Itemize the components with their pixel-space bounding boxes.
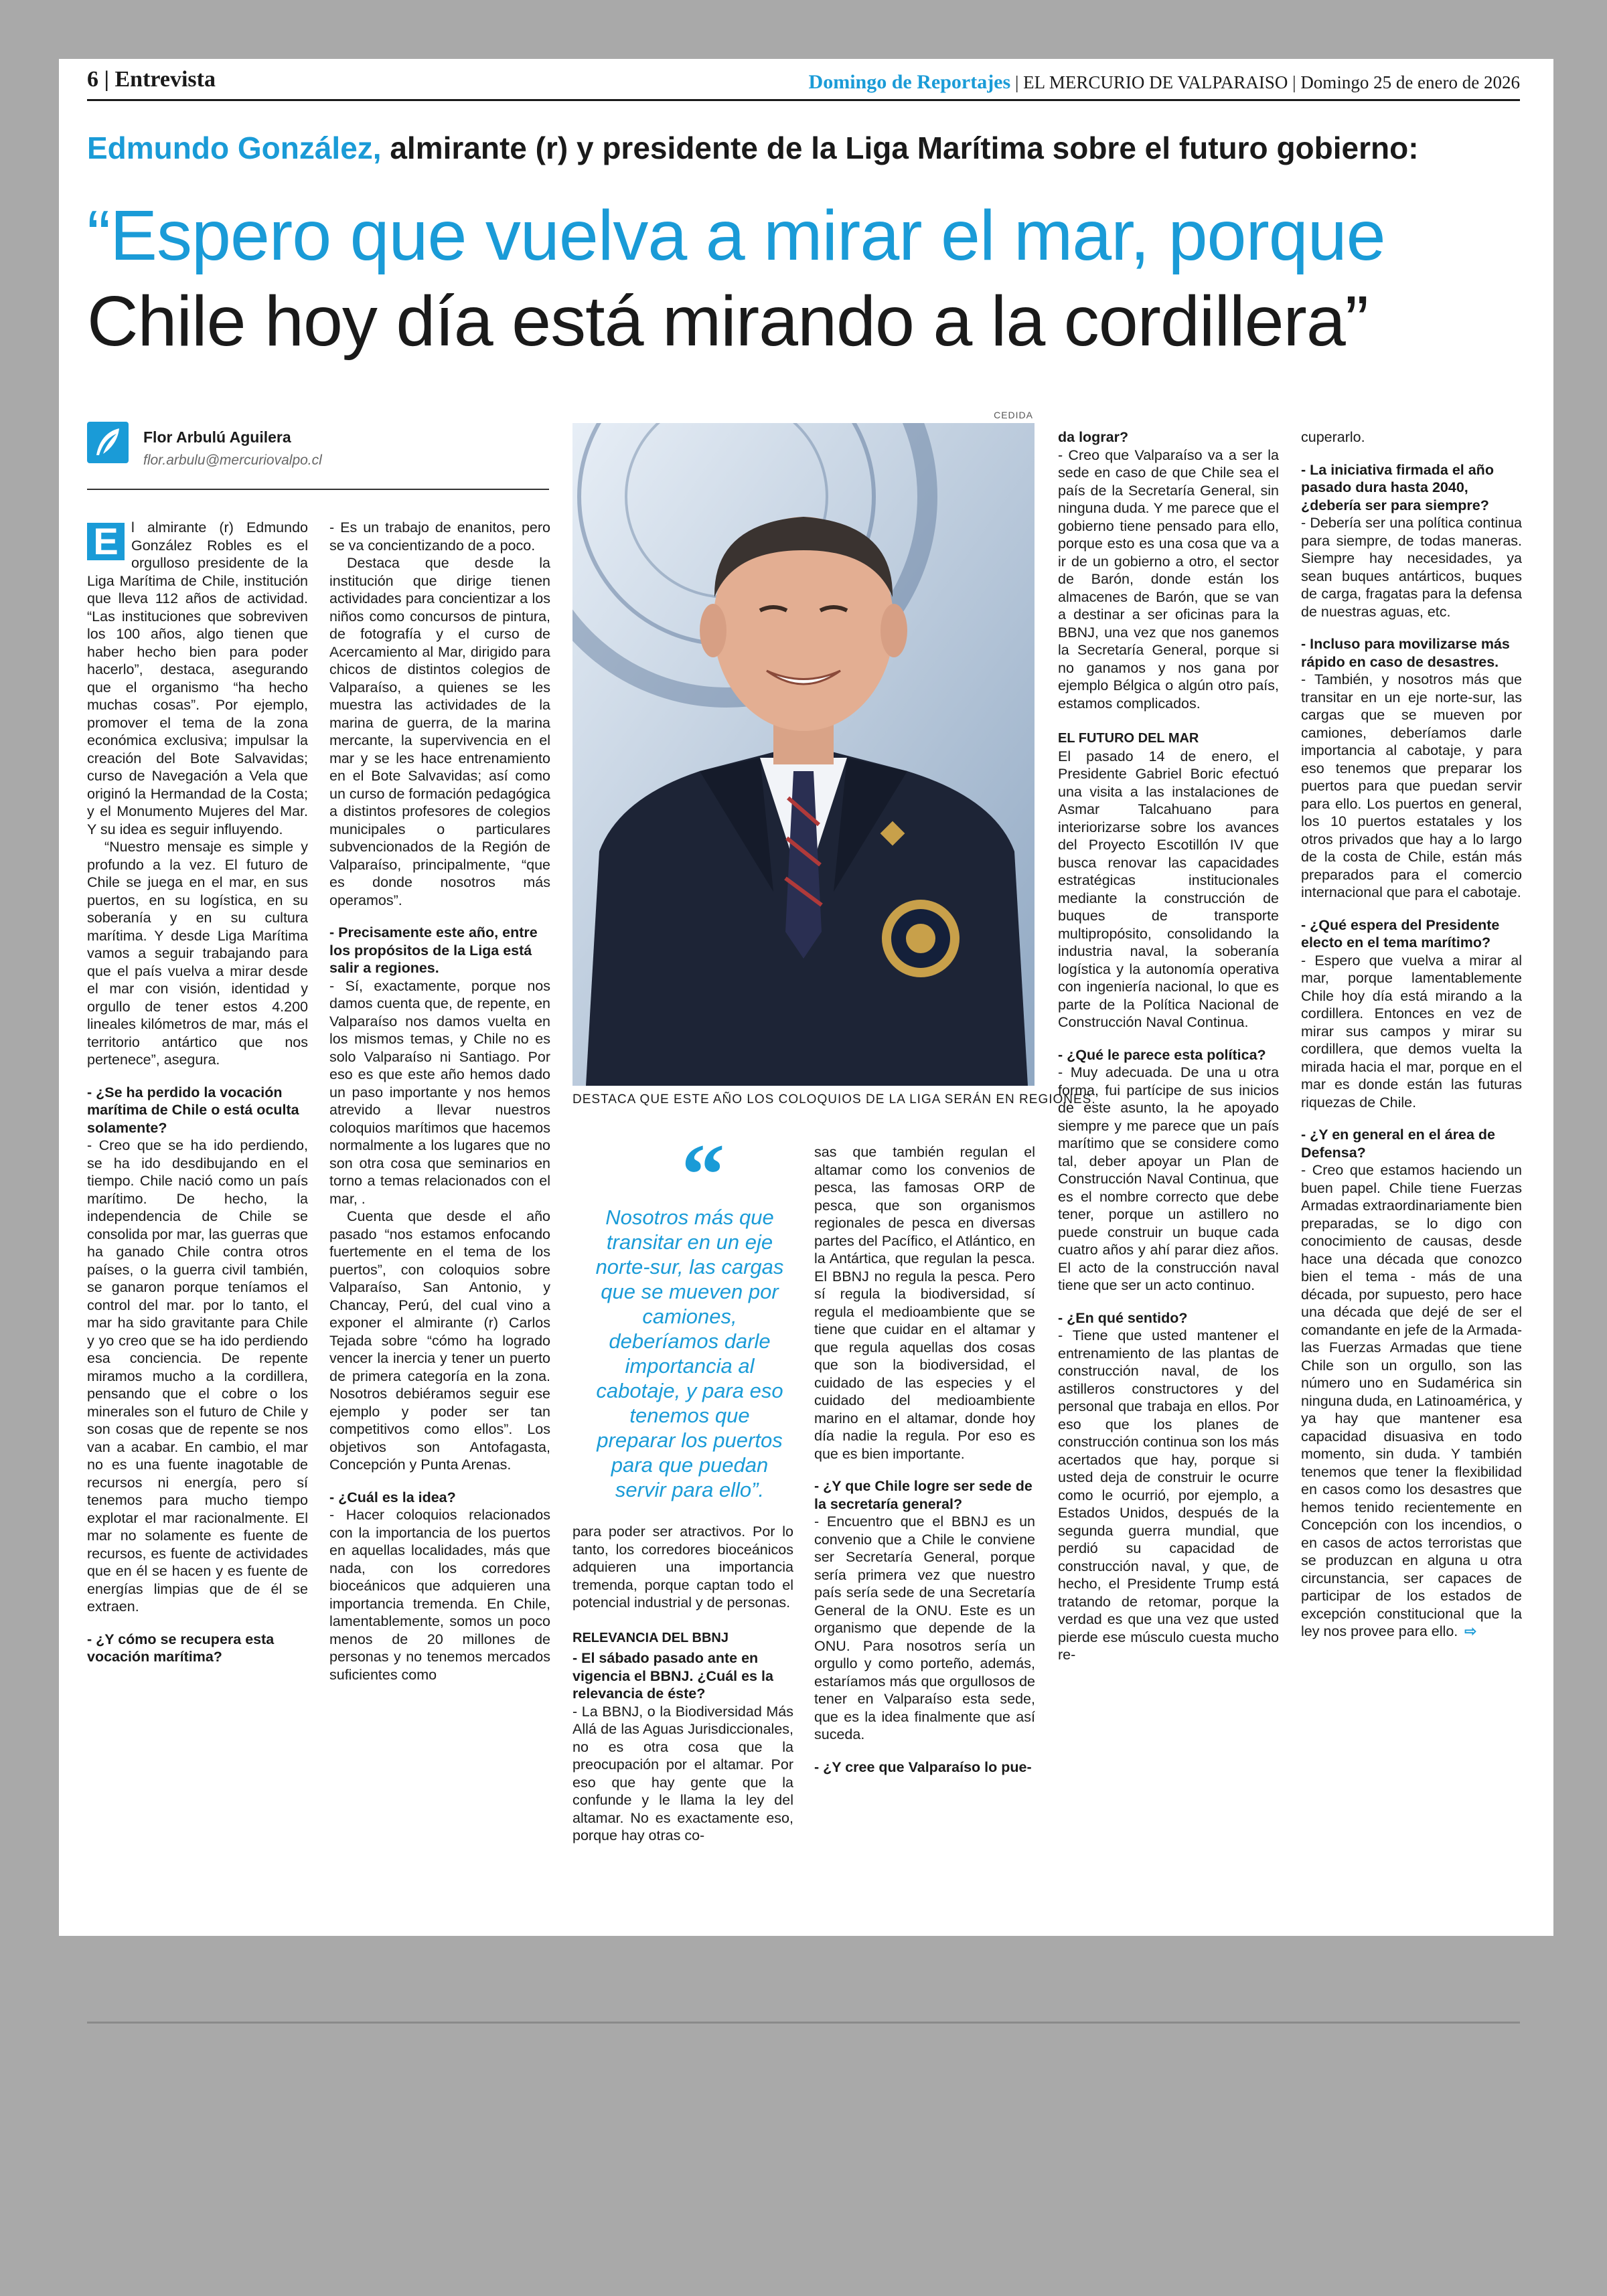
question: da lograr? — [1058, 429, 1129, 445]
column-2 — [329, 519, 550, 1684]
supplement-name: Domingo de Reportajes — [808, 71, 1011, 93]
question: - ¿Cuál es la idea? — [329, 1489, 456, 1505]
question: - ¿Y en general en el área de Defensa? — [1301, 1127, 1495, 1161]
answer: - Hacer coloquios relacionados con la importancia de los puertos en aquellas localidades, más que nada, con los corredores bioceánicos que adquieren una importancia tremenda. En Chile, lamentablemente, somos un poco menos de 20 millones de personas y no tenemos mercados suficientes como — [329, 1507, 550, 1683]
paragraph: cuperarlo. — [1301, 429, 1365, 445]
page-section: 6 | Entrevista — [87, 67, 216, 92]
answer: - Sí, exactamente, porque nos damos cuenta que, de repente, en Valparaíso nos damos vuelta en los mismos temas, y Chile no es solo Valparaíso ni Santiago. Por eso es que este año hemos dado un paso importante y nos hemos atrevido a llevar nuestros coloquios marítimos que hacemos normalmente a los lugares que no son otra cosa que seminarios en torno a temas relacionados con el mar, . — [329, 977, 550, 1207]
interview-photo — [572, 423, 1035, 1086]
subheading: EL FUTURO DEL MAR — [1058, 731, 1199, 746]
question: - ¿Y cómo se recupera esta vocación marítima? — [87, 1631, 275, 1665]
kicker-text: almirante (r) y presidente de la Liga Marítima sobre el futuro gobierno: — [390, 131, 1419, 165]
question: - Incluso para movilizarse más rápido en caso de desastres. — [1301, 636, 1510, 670]
question: - Precisamente este año, entre los propósitos de la Liga está salir a regiones. — [329, 924, 538, 976]
answer: - Es un trabajo de enanitos, pero se va concientizando de a poco. — [329, 519, 550, 554]
paragraph: para poder ser atractivos. Por lo tanto, los corredores bioceánicos adquieren una importancia tremenda, porque captan todo el potencial industrial y de personas. — [572, 1524, 793, 1611]
column-6 — [1301, 428, 1522, 1641]
page-header — [87, 67, 1520, 100]
section-name: Entrevista — [114, 67, 216, 92]
photo-credit: CEDIDA — [994, 410, 1033, 420]
author-name: Flor Arbulú Aguilera — [143, 428, 291, 446]
author-email[interactable]: flor.arbulu@mercuriovalpo.cl — [143, 453, 322, 468]
question: - El sábado pasado ante en vigencia el BBNJ. ¿Cuál es la relevancia de éste? — [572, 1650, 773, 1702]
question: - ¿En qué sentido? — [1058, 1309, 1188, 1326]
kicker — [87, 130, 1520, 166]
answer: - Debería ser una política continua para siempre, de todas maneras. Siempre hay necesidades, ya sean buques antárticos, buques de carga, fragatas para la defensa de nuestras aguas, etc. — [1301, 515, 1522, 620]
answer: - Espero que vuelva a mirar al mar, porque lamentablemente Chile hoy día está mirando a la cordillera. Entonces en vez de mirar sus campos y mirar su cordillera, que demos vuelta la mirada hacia el mar, porque en el mar es donde están las futuras riquezas de Chile. — [1301, 952, 1522, 1111]
byline-rule — [87, 489, 549, 490]
answer: - También, y nosotros más que transitar en un eje norte-sur, las cargas que se mueven por camiones, deberíamos darle importancia al cabotaje, y para eso tenemos que preparar los puertos para que puedan servir para ello. Los puertos en general, los 10 puertos estatales y los otros privados que hay a lo largo de la costa de Chile, están más preparados para el comercio internacional que para el cabotaje. — [1301, 671, 1522, 900]
answer: - Creo que Valparaíso va a ser la sede en caso de que Chile sea el país de la Secretaría General, sin ninguna duda. Y me parece que el gobierno tiene pensado para ello, porque esto es una cosa que va a ir de un gobierno a otro, el sector de Barón, donde están los almacenes de Barón, que se van a destinar a ser oficinas para la BBNJ, una vez que nos ganemos la Secretaría General, porque si no ganamos y nos gana por ejemplo Bélgica o algún otro país, estamos complicados. — [1058, 446, 1279, 712]
answer: - Encuentro que el BBNJ es un convenio que a Chile le conviene ser Secretaría General, porque sería primera vez que nuestro país sería sede de una Secretaría General de la ONU. Este es un organismo que depende de la ONU. Para nosotros sería un orgullo y como porteño, además, estaríamos más que orgullosos de tener en Valparaíso esta sede, que es la idea finalmente que así suceda. — [814, 1513, 1035, 1742]
pull-quote: Nosotros más que transitar en un eje norte-sur, las cargas que se mueven por camiones, deberíamos darle importancia al cabotaje, y para eso tenemos que preparar los puertos para que puedan servir para ello”. — [595, 1206, 784, 1501]
answer: - Creo que se ha ido perdiendo, se ha ido desdibujando en el tiempo. Chile nació como un país marítimo. De hecho, la independencia de Chile se consolida por mar, las guerras que ha ganado Chile contra otros países, o la guerra civil también, se ganaron porque teníamos el control del mar. por lo tanto, el mar ha sido gravitante para Chile y yo creo que se ha ido perdiendo esa conciencia. De repente miramos mucho a la cordillera, pensando que el cobre o los minerales son el futuro de Chile y son cosas que de repente se nos van a acabar. En cambio, el mar no es una fuente inagotable de recursos ni energía, pero sí tenemos para mucho tiempo explotar el mar racionalmente. El mar no solamente es fuente de recursos, es fuente de actividades que en él se hacen y es fuente de energías limpias que de él se extraen. — [87, 1137, 308, 1615]
quote-mark-icon: “ — [681, 1127, 725, 1223]
paragraph: El pasado 14 de enero, el Presidente Gabriel Boric efectuó una visita a las instalaciones de Asmar Talcahuano para interiorizarse sobre los avances del Proyecto Escotillón IV que busca renovar las capacidades estratégicas institucionales mediante la construcción de buques de transporte multipropósito, consolidando la industria naval, la soberanía logística y la autonomía operativa con ingeniería nacional, lo que es parte de la Política Nacional de Construcción Naval Continua. — [1058, 748, 1279, 1030]
answer: - Muy adecuada. De una u otra forma, fui partícipe de sus inicios de este asunto, la he apoyado siempre y me parece que un país marítimo que se considere como tal, deber apoyar un Plan de Construcción Naval Continua, que es el nombre correcto que debe tener, porque un astillero no puede construir un buque cada cuatro años y ahí parar diez años. El acto de la construcción naval tiene que ser un acto continuo. — [1058, 1064, 1279, 1293]
answer: - La BBNJ, o la Biodiversidad Más Allá de las Aguas Jurisdiccionales, no es otra cosa que la preocupación por el altamar. Por eso que hay gente que la confunde y le llama la ley del altamar. No es exactamente eso, porque hay otras co- — [572, 1703, 793, 1843]
column-1 — [87, 519, 308, 1666]
kicker-name: Edmundo González, — [87, 131, 382, 165]
lead-paragraph: l almirante (r) Edmundo González Robles es el orgulloso presidente de la Liga Marítima de Chile, institución que lleva 112 años de actividad. “Las instituciones que sobreviven los 100 años, algo tienen que haber hecho bien para poder hacerlo”, destaca, asegurando que el organismo “ha hecho muchas cosas”. Por ejemplo, promover el tema de la zona económica exclusiva; impulsar la creación del Bote Salvavidas; curso de Navegación a Vela que originó la Hermandad de la Costa; y el Monumento Mujeres del Mar. Y su idea es seguir influyendo. — [87, 519, 308, 837]
headline-line-1: “Espero que vuelva a mirar el mar, porque — [87, 196, 1385, 275]
question: - La iniciativa firmada el año pasado dura hasta 2040, ¿debería ser para siempre? — [1301, 461, 1494, 513]
newspaper-name: EL MERCURIO DE VALPARAISO — [1023, 72, 1288, 92]
end-of-article-icon: ⇨ — [1464, 1623, 1477, 1639]
column-4 — [814, 1143, 1035, 1776]
headline — [87, 193, 1520, 364]
paragraph: Cuenta que desde el año pasado “nos estamos enfocando fuertemente en el tema de los puertos”, con coloquios sobre Valparaíso, San Antonio, y Chancay, Perú, del cual vino a exponer el almirante (r) Carlos Tejada sobre “cómo ha logrado vencer la inercia y tener un puerto de primera categoría en la zona. Nosotros debiéramos seguir ese ejemplo y poder ser tan competitivos como ellos”. Los objetivos son Antofagasta, Concepción y Punta Arenas. — [329, 1208, 550, 1473]
photo-caption: DESTACA QUE ESTE AÑO LOS COLOQUIOS DE LA LIGA SERÁN EN REGIONES. — [572, 1092, 1096, 1106]
subheading: RELEVANCIA DEL BBNJ — [572, 1630, 729, 1645]
header-rule — [87, 99, 1520, 101]
column-5 — [1058, 428, 1279, 1664]
paragraph: Destaca que desde la institución que dirige tienen actividades para concientizar a los niños como concursos de pintura, de fotografía y el curso de Acercamiento al Mar, dirigido para chicos de distintos colegios de Valparaíso, a quienes se les muestra las actividades de la marina de guerra, de la marina mercante, la supervivencia en el mar y se les hace entrenamiento en el Bote Salvavidas; así como un curso de formación pedagógica a distintos profesores de colegios municipales o particulares subvencionados de la Región de Valparaíso, principalmente, “que es donde nosotros más operamos”. — [329, 555, 550, 908]
column-3 — [572, 1523, 793, 1845]
issue-date: Domingo 25 de enero de 2026 — [1300, 72, 1520, 92]
page-number: 6 — [87, 67, 98, 92]
question: - ¿Y cree que Valparaíso lo pue- — [814, 1758, 1032, 1775]
answer-text: - Creo que estamos haciendo un buen papel. Chile tiene Fuerzas Armadas extraordinariamente bien preparadas, se lo digo con conocimiento de causas, desde hace una década que conozco bien el tema - más de una década, por supuesto, pero hace una década que dejé de ser el comandante en jefe de la Armada- las Fuerzas Armadas que tiene Chile son un orgullo, son las número uno en Sudamérica sin ninguna duda, en Latinoamérica, y ya hay que mantener esa capacidad disuasiva en todo momento, sin duda. Y también tenemos que tener la flexibilidad en casos como los desastres que hemos tenido recientemente en Concepción con los incendios, o en casos de actos terroristas que se produzcan en alguna u otra circunstancia, ser capaces de participar de los estados de excepción constitucional que la ley nos provee para ello. — [1301, 1162, 1522, 1639]
answer — [1301, 1161, 1522, 1641]
drop-cap: E — [87, 523, 125, 560]
paragraph: sas que también regulan el altamar como los convenios de pesca, las famosas ORP de pesca, que son organismos regionales de pesca en diversas partes del Pacífico, el Atlántico, en la Antártica, que regulan la pesca. El BBNJ no regula la pesca. Pero sí regula la biodiversidad, sí regula el medioambiente que se tiene que cuidar en el altamar y que regula aquellas dos cosas que son la biodiversidad, el cuidado de las especies y el cuidado del medioambiente marino en el altamar, donde hoy día nadie la regula. Por eso es que es bien importante. — [814, 1144, 1035, 1462]
question: - ¿Qué le parece esta política? — [1058, 1046, 1266, 1063]
headline-line-2: Chile hoy día está mirando a la cordillera” — [87, 282, 1369, 361]
masthead-info: Domingo de Reportajes | EL MERCURIO DE VALPARAISO | Domingo 25 de enero de 2026 — [808, 71, 1520, 93]
question: - ¿Qué espera del Presidente electo en el tema marítimo? — [1301, 916, 1500, 951]
question: - ¿Y que Chile logre ser sede de la secretaría general? — [814, 1478, 1032, 1512]
paragraph: “Nuestro mensaje es simple y profundo a la vez. El futuro de Chile se juega en el mar, en sus puertos, en su logística, en su soberanía y en su cultura marítima. Y desde Liga Marítima vamos a seguir trabajando para que el país vuelva a mirar desde el mar con visión, identidad y orgullo de tener estos 4.200 lineales kilómetros de mar, más el territorio antártico que nos pertenece”, asegura. — [87, 839, 308, 1068]
quill-icon — [87, 422, 129, 463]
footer-rule — [87, 2022, 1520, 2024]
answer: - Tiene que usted mantener el entrenamiento de las plantas de construcción naval, de los astilleros constructores y del personal que trabaja en ellos. Por eso que los planes de construcción continua son los más acertados que hay, porque si usted deja de construir le ocurre como le ocurrió, por ejemplo, a Estados Unidos, después de la segunda guerra mundial, que perdió su capacidad de construcción naval, y que, de hecho, el Presidente Trump está tratando de retomar, porque la verdad es que una vez que usted pierde ese músculo cuesta mucho re- — [1058, 1327, 1279, 1663]
question: - ¿Se ha perdido la vocación marítima de Chile o está oculta solamente? — [87, 1084, 299, 1136]
